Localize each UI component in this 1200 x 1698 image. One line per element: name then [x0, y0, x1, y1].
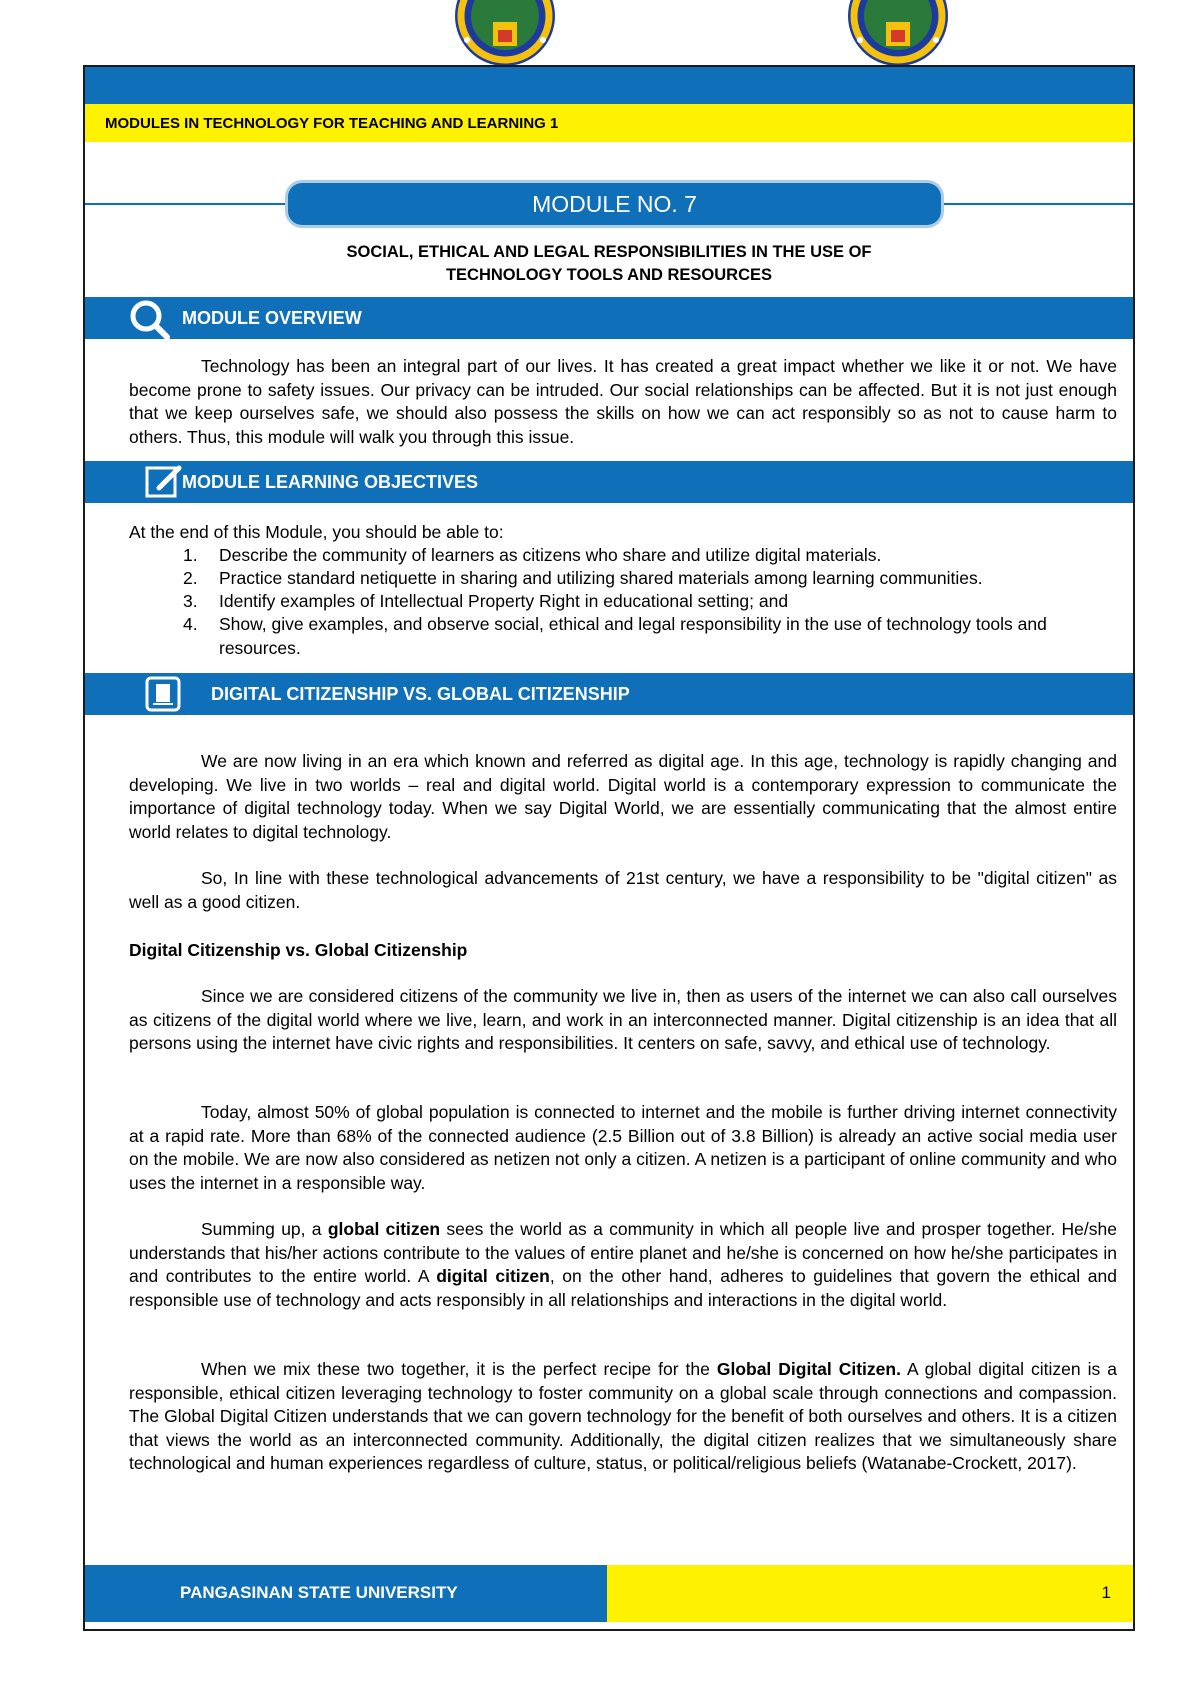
- footer-blue-bar: [85, 1565, 607, 1622]
- objective-item: [183, 544, 1113, 568]
- divider-left: [85, 203, 295, 205]
- objective-text: Identify examples of Intellectual Property Right in educational setting; and: [219, 591, 789, 611]
- objective-number: 3.: [183, 591, 198, 611]
- header-yellow-bar: [85, 104, 1133, 142]
- p5-text-a: Summing up, a: [201, 1219, 328, 1239]
- objective-text: Show, give examples, and observe social, ethical and legal responsibility in the use of technology tools and resources.: [219, 614, 1047, 658]
- p6-text-c: A global digital citizen is a responsible, ethical citizen leveraging technology to foster community on a global scale through connections and compassion. The Global Digital Citizen understands that we can govern technology for the benefit of both ourselves and others. It is a citizen that views the world as an interconnected community. Additionally, the digital citizen realizes that we simultaneously share technological and human experiences regardless of culture, status, or political/religious beliefs (Watanabe-Crockett, 2017).: [129, 1359, 1117, 1473]
- university-seal-right: [848, 0, 948, 66]
- citizenship-paragraph-6: [129, 1358, 1117, 1476]
- overview-paragraph: Technology has been an integral part of our lives. It has created a great impact whether we like it or not. We have become prone to safety issues. Our privacy can be intruded. Our social relationships can be affected. But it is not just enough that we keep ourselves safe, we should also possess the skills on how we can act responsibly so as not to cause harm to others. Thus, this module will walk you through this issue.: [129, 356, 1117, 447]
- objective-number: 2.: [183, 568, 198, 588]
- footer-yellow-bar: [607, 1565, 1133, 1622]
- divider-right: [935, 203, 1133, 205]
- section-header-citizenship: [85, 673, 1133, 715]
- magnifier-icon: [125, 297, 175, 339]
- document-icon: [145, 676, 183, 712]
- edit-pencil-icon: [145, 464, 183, 500]
- module-title: [85, 241, 1133, 287]
- subheading-digital-vs-global: Digital Citizenship vs. Global Citizenship: [129, 940, 468, 960]
- footer-university: PANGASINAN STATE UNIVERSITY: [180, 1583, 458, 1602]
- term-global-citizen: global citizen: [327, 1219, 441, 1239]
- objective-text: Practice standard netiquette in sharing and utilizing shared materials among learning communities.: [219, 568, 983, 588]
- citizenship-paragraph-1: We are now living in an era which known and referred as digital age. In this age, technology is rapidly changing and developing. We live in two worlds – real and digital world. Digital world is a contemporary expression to communicate the importance of digital technology today. When we say Digital World, we are essentially communicating that the almost entire world relates to digital technology.: [129, 751, 1117, 842]
- objective-item: [183, 567, 1113, 591]
- p6-text-a: When we mix these two together, it is the perfect recipe for the: [201, 1359, 717, 1379]
- citizenship-paragraph-3: Since we are considered citizens of the community we live in, then as users of the internet we can also call ourselves as citizens of the digital world where we live, learn, and work in an interconnected manner. Digital citizenship is an idea that all persons using the internet have civic rights and responsibilities. It centers on safe, savvy, and ethical use of technology.: [129, 986, 1117, 1053]
- p5-text-c: sees the world as a community in which all people live and prosper together. He/she understands that his/her actions contribute to the values of entire planet and he/she is concerned on how he/she participates in and contributes to the entire world. A: [129, 1219, 1117, 1286]
- section-header-overview: [85, 297, 1133, 339]
- objective-number: 4.: [183, 614, 198, 634]
- objective-text: Describe the community of learners as citizens who share and utilize digital materials.: [219, 545, 882, 565]
- university-seal-left: [455, 0, 555, 66]
- module-title-line2: TECHNOLOGY TOOLS AND RESOURCES: [445, 266, 773, 284]
- section-title-citizenship: DIGITAL CITIZENSHIP VS. GLOBAL CITIZENSHIP: [211, 684, 630, 704]
- module-number-banner: MODULE NO. 7: [288, 183, 941, 225]
- module-title-line1: SOCIAL, ETHICAL AND LEGAL RESPONSIBILITIES IN THE USE OF: [346, 243, 872, 261]
- section-header-objectives: [85, 461, 1133, 503]
- page-number: 1: [1101, 1583, 1111, 1602]
- p5-text-e: , on the other hand, adheres to guidelines that govern the ethical and responsible use of technology and acts responsibly in all relationships and interactions in the digital world.: [129, 1266, 1117, 1310]
- citizenship-paragraph-2: So, In line with these technological advancements of 21st century, we have a responsibility to be "digital citizen" as well as a good citizen.: [129, 868, 1117, 912]
- objective-number: 1.: [183, 545, 198, 565]
- objective-item: [183, 590, 1113, 614]
- objectives-intro: At the end of this Module, you should be able to:: [129, 522, 504, 542]
- term-digital-citizen: digital citizen: [436, 1266, 550, 1286]
- section-title-objectives: MODULE LEARNING OBJECTIVES: [182, 472, 479, 492]
- term-global-digital-citizen: Global Digital Citizen.: [716, 1359, 901, 1379]
- course-title: MODULES IN TECHNOLOGY FOR TEACHING AND LEARNING 1: [105, 115, 559, 132]
- objective-item: [183, 613, 1113, 660]
- section-title-overview: MODULE OVERVIEW: [182, 308, 362, 328]
- citizenship-paragraph-5: [129, 1218, 1117, 1312]
- citizenship-paragraph-4: Today, almost 50% of global population is connected to internet and the mobile is further driving internet connectivity at a rapid rate. More than 68% of the connected audience (2.5 Billion out of 3.8 Billion) is already an active social media user on the mobile. We are now also considered as netizen not only a citizen. A netizen is a participant of online community and who uses the internet in a responsible way.: [129, 1102, 1117, 1193]
- header-blue-bar: [85, 67, 1133, 104]
